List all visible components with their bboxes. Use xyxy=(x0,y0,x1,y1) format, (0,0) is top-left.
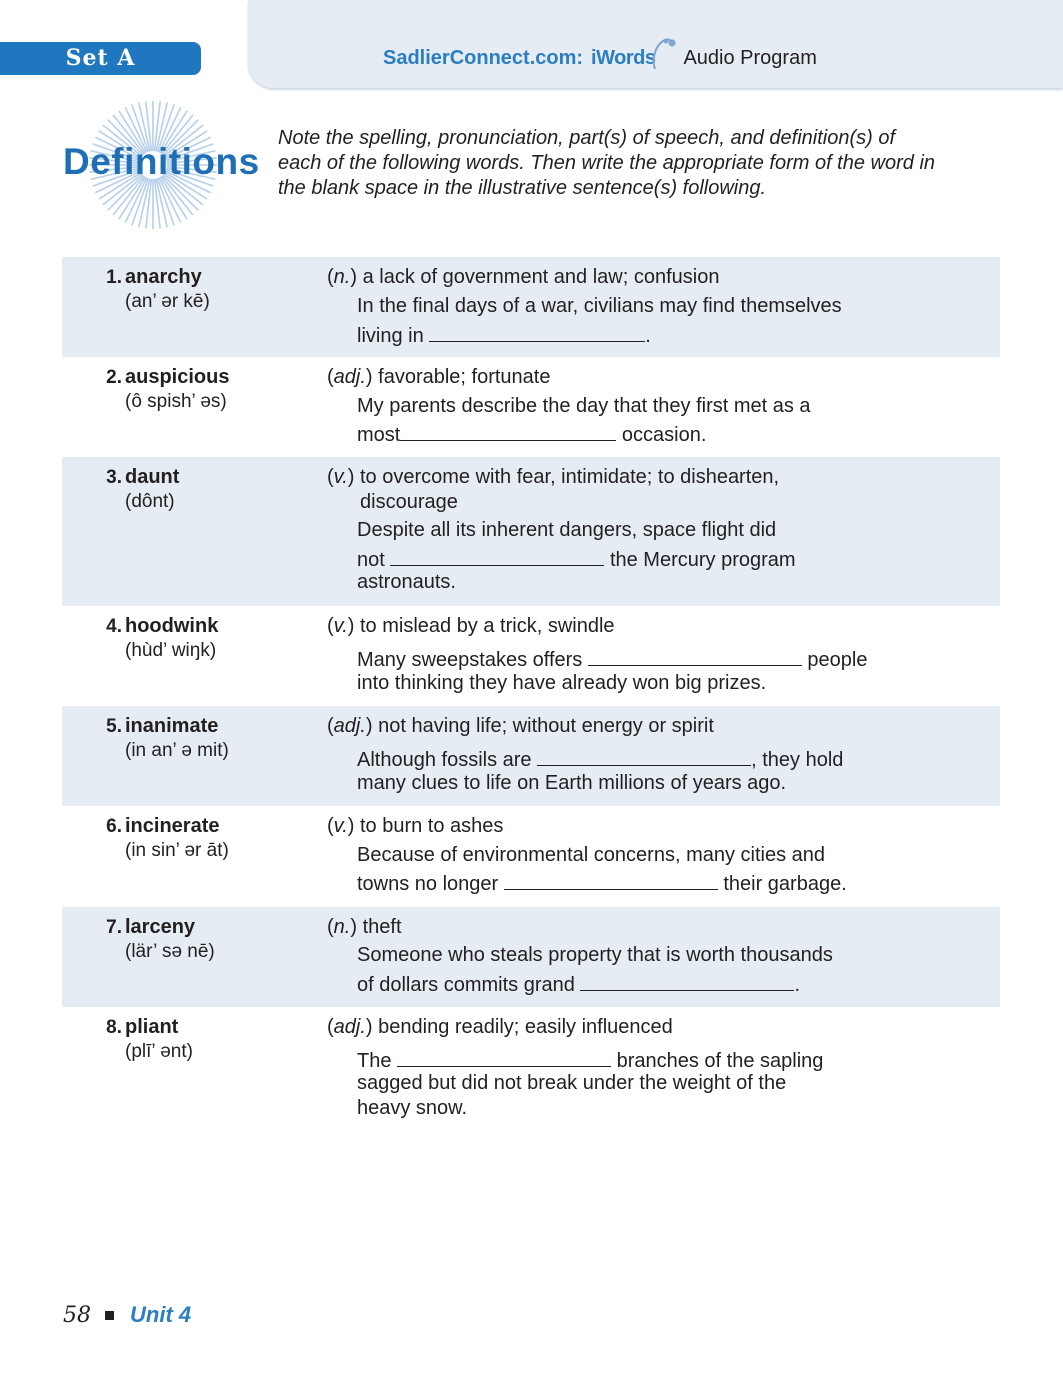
entry-pronunciation: (lär’ sə nē) xyxy=(125,941,215,962)
answer-blank[interactable] xyxy=(588,647,802,666)
sentence-line xyxy=(357,772,786,795)
definition-text: to burn to ashes xyxy=(354,815,504,837)
sentence-text: , they hold xyxy=(751,749,844,771)
entry-pronunciation: (an’ ər kē) xyxy=(125,291,210,312)
entry-pronunciation: (plī’ ənt) xyxy=(125,1041,193,1062)
entry-word: incinerate xyxy=(125,815,220,837)
answer-blank[interactable] xyxy=(400,422,616,441)
sentence-text: The xyxy=(357,1050,392,1072)
sentence-line xyxy=(357,844,825,867)
entry-definition: (n.) theft xyxy=(327,916,402,938)
sentence-text: many clues to life on Earth millions of years ago. xyxy=(357,772,787,794)
answer-blank[interactable] xyxy=(390,547,604,566)
sentence-text: Many sweepstakes offers xyxy=(357,649,583,671)
entry-word: pliant xyxy=(125,1016,179,1038)
entry-pronunciation: (in an’ ə mit) xyxy=(125,740,229,761)
sentence-text: branches of the sapling xyxy=(616,1050,824,1072)
entry-word: auspicious xyxy=(125,366,230,388)
entry-1 xyxy=(62,257,1000,357)
part-of-speech: adj. xyxy=(333,1016,366,1038)
sentence-line xyxy=(357,295,842,318)
entry-number: 5. xyxy=(106,716,122,737)
sentence-line xyxy=(357,1048,823,1073)
entry-definition: (n.) a lack of government and law; confusion xyxy=(327,266,720,288)
audio-program-label: Audio Program xyxy=(683,46,817,69)
sentence-line xyxy=(357,323,651,348)
site-name: SadlierConnect.com: xyxy=(383,46,584,69)
answer-blank[interactable] xyxy=(580,972,794,991)
entry-number: 7. xyxy=(106,917,122,938)
part-of-speech: n. xyxy=(333,916,351,938)
definition-text: favorable; fortunate xyxy=(372,366,551,388)
entry-4 xyxy=(62,606,1000,706)
answer-blank[interactable] xyxy=(504,871,718,890)
entry-definition: (v.) to overcome with fear, intimidate; to dishearten, xyxy=(327,466,780,488)
entry-8 xyxy=(62,1007,1000,1132)
sentence-text: into thinking they have already won big prizes. xyxy=(357,672,767,694)
entry-pronunciation: (hùd’ wiŋk) xyxy=(125,640,217,661)
sentence-text: Despite all its inherent dangers, space flight did xyxy=(357,519,777,541)
sentence-line xyxy=(357,547,796,572)
entry-pronunciation: (ô spish’ əs) xyxy=(125,391,227,412)
entry-pronunciation: (in sin’ ər āt) xyxy=(125,840,229,861)
audio-program-link[interactable] xyxy=(383,44,817,72)
sentence-text: the Mercury program xyxy=(609,549,796,571)
definition-text: theft xyxy=(357,916,402,938)
entry-number: 1. xyxy=(106,267,122,288)
page-footer xyxy=(63,1302,191,1328)
entry-word: daunt xyxy=(125,466,180,488)
set-label: Set A xyxy=(0,42,201,75)
answer-blank[interactable] xyxy=(537,747,751,766)
entry-7 xyxy=(62,907,1000,1007)
entry-definition: (adj.) favorable; fortunate xyxy=(327,366,551,388)
sentence-line xyxy=(357,672,766,695)
entry-3 xyxy=(62,457,1000,606)
sentence-text: Because of environmental concerns, many cities and xyxy=(357,844,826,866)
part-of-speech: adj. xyxy=(333,366,366,388)
sentence-line xyxy=(357,1097,467,1120)
sentence-text: occasion. xyxy=(621,424,707,446)
entry-word: anarchy xyxy=(125,266,202,288)
sentence-text: Someone who steals property that is worth thousands xyxy=(357,944,833,966)
entry-2 xyxy=(62,357,1000,457)
part-of-speech: adj. xyxy=(333,715,366,737)
entry-number: 6. xyxy=(106,816,122,837)
sentence-line xyxy=(357,944,833,967)
sentence-text: not xyxy=(357,549,385,571)
iwords-brand: iWords xyxy=(591,46,656,69)
sentence-line xyxy=(357,647,867,672)
sentence-line xyxy=(357,519,776,542)
sentence-line xyxy=(357,1072,786,1095)
sentence-text: My parents describe the day that they first met as a xyxy=(357,395,811,417)
entry-number: 3. xyxy=(106,467,122,488)
entry-word: inanimate xyxy=(125,715,219,737)
entry-definition: (v.) to mislead by a trick, swindle xyxy=(327,615,615,637)
sentence-text: In the final days of a war, civilians may find themselves xyxy=(357,295,842,317)
sentence-text: their garbage. xyxy=(723,873,847,895)
entry-5 xyxy=(62,706,1000,806)
sentence-text: . xyxy=(794,974,800,996)
part-of-speech: v. xyxy=(333,466,348,488)
part-of-speech: v. xyxy=(333,615,348,637)
part-of-speech: n. xyxy=(333,266,351,288)
entry-pronunciation: (dônt) xyxy=(125,491,175,512)
iwords-logo xyxy=(591,41,677,75)
definition-text: to mislead by a trick, swindle xyxy=(354,615,615,637)
definition-text: bending readily; easily influenced xyxy=(372,1016,673,1038)
sentence-text: people xyxy=(807,649,868,671)
unit-label: Unit 4 xyxy=(130,1302,192,1327)
sentence-text: towns no longer xyxy=(357,873,499,895)
sentence-line xyxy=(357,422,706,447)
section-title: Definitions xyxy=(63,141,260,182)
answer-blank[interactable] xyxy=(429,323,645,342)
sentence-line xyxy=(357,571,456,594)
definition-text: not having life; without energy or spirit xyxy=(372,715,714,737)
definition-text: to overcome with fear, intimidate; to dishearten, xyxy=(354,466,780,488)
entry-number: 2. xyxy=(106,367,122,388)
sentence-line xyxy=(357,747,843,772)
square-bullet-icon xyxy=(105,1311,114,1320)
sentence-text: astronauts. xyxy=(357,571,456,593)
entry-word: larceny xyxy=(125,916,196,938)
page-number: 58 xyxy=(63,1302,91,1328)
sentence-text: sagged but did not break under the weight of the xyxy=(357,1072,787,1094)
entry-number: 8. xyxy=(106,1017,122,1038)
sentence-line xyxy=(357,395,811,418)
sentence-text: . xyxy=(645,325,651,347)
entry-number: 4. xyxy=(106,616,122,637)
sentence-text: most xyxy=(357,424,401,446)
sentence-text: Although fossils are xyxy=(357,749,532,771)
sentence-line xyxy=(357,871,847,896)
answer-blank[interactable] xyxy=(397,1048,611,1067)
part-of-speech: v. xyxy=(333,815,348,837)
entry-definition: (adj.) bending readily; easily influenced xyxy=(327,1016,673,1038)
sentence-text: heavy snow. xyxy=(357,1097,468,1119)
instructions: Note the spelling, pronunciation, part(s) of speech, and definition(s) of each of the following words. Then write the appropriate form of the word in the blank space in the illustrative sentence(s) following. xyxy=(278,127,936,199)
definition-text: a lack of government and law; confusion xyxy=(357,266,720,288)
definition-continued: discourage xyxy=(360,491,458,513)
sentence-text: of dollars commits grand xyxy=(357,974,575,996)
entry-6 xyxy=(62,806,1000,907)
entry-word: hoodwink xyxy=(125,615,219,637)
sentence-text: living in xyxy=(357,325,424,347)
headphones-icon xyxy=(651,35,677,75)
entry-definition: (adj.) not having life; without energy or spirit xyxy=(327,715,714,737)
entry-definition: (v.) to burn to ashes xyxy=(327,815,504,837)
sentence-line xyxy=(357,972,800,997)
